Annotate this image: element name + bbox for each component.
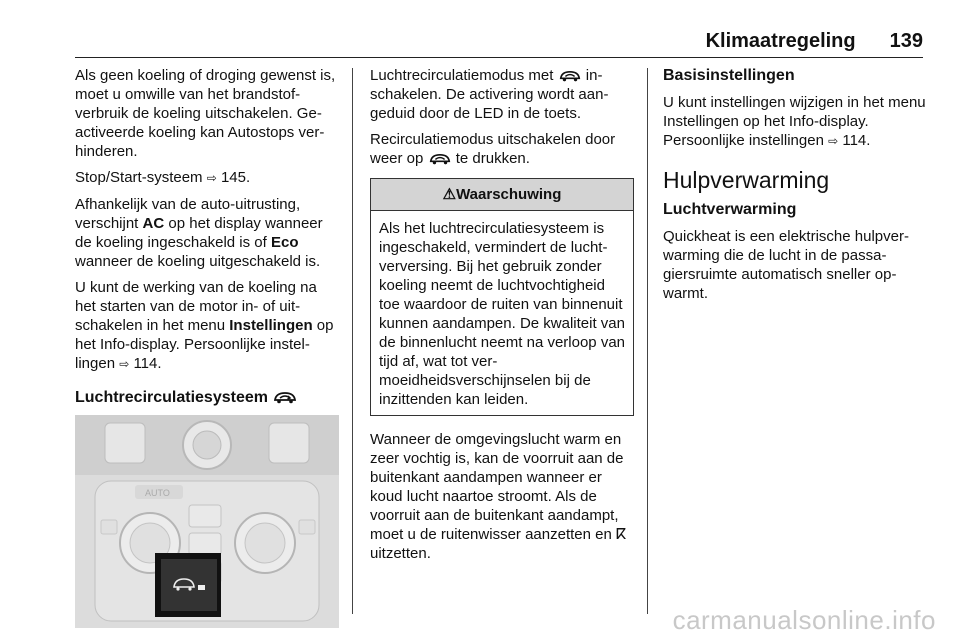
column-divider bbox=[647, 68, 648, 614]
column-right bbox=[663, 66, 927, 310]
section-heading: Luchtverwarming bbox=[663, 201, 797, 218]
paragraph: Stop/Start-systeem ⇨ 145. bbox=[75, 169, 251, 186]
air-recirculation-icon bbox=[272, 389, 298, 405]
paragraph: Quickheat is een elektrische hulpverwarming die de lucht in de passagiersruimte automatisch sneller opwarmt. bbox=[663, 228, 909, 302]
climate-control-panel-photo bbox=[75, 415, 339, 628]
auto-button-label: AUTO bbox=[145, 488, 170, 498]
warning-box bbox=[370, 178, 634, 416]
paragraph: U kunt instellingen wijzigen in het menu Instellingen op het Info-display. Persoonlijke instellingen ⇨ 114. bbox=[663, 94, 926, 149]
paragraph: U kunt de werking van de koeling na het starten van de motor in- of uitschakelen in het menu Instellingen op het Info-display. Persoonlijke instellingen ⇨ 114. bbox=[75, 279, 334, 372]
chapter-heading: Hulpverwarming bbox=[663, 167, 830, 193]
warning-header: ⚠Waarschuwing bbox=[371, 179, 633, 211]
reference-arrow-icon: ⇨ bbox=[828, 134, 839, 148]
wiper-icon: ⴽ bbox=[615, 526, 627, 543]
air-recirculation-icon bbox=[428, 151, 452, 166]
section-heading: Basisinstellingen bbox=[663, 67, 795, 84]
column-middle bbox=[370, 66, 634, 570]
page-header bbox=[75, 27, 923, 58]
section-heading: Luchtrecirculatiesysteem bbox=[75, 388, 341, 407]
reference-arrow-icon: ⇨ bbox=[119, 357, 130, 371]
air-recirculation-icon bbox=[558, 68, 582, 83]
page-reference[interactable]: 145. bbox=[220, 169, 251, 186]
paragraph: Luchtrecirculatiemodus met inschakelen. De activering wordt aangeduid door de LED in de toets. bbox=[370, 67, 609, 122]
page-number: 139 bbox=[889, 30, 923, 52]
paragraph: Recirculatiemodus uitschakelen door weer op te drukken. bbox=[370, 131, 616, 167]
reference-arrow-icon: ⇨ bbox=[206, 171, 217, 185]
page-reference[interactable]: 114. bbox=[842, 132, 871, 149]
paragraph: Afhankelijk van de auto-uitrusting, verschijnt AC op het display wanneer de koeling ingeschakeld is of Eco wanneer de koeling uitgeschakeld is. bbox=[75, 196, 323, 270]
paragraph: Wanneer de omgevingslucht warm en zeer vochtig is, kan de voorruit aan de buitenkant aandampen wanneer er koud lucht naartoe stroomt. Als de voorruit aan de buitenkant aandampt, moet u de ruitenwisser aanzetten en ⴽ uitzetten. bbox=[370, 431, 627, 562]
column-left bbox=[75, 66, 341, 628]
page-title: Klimaatregeling bbox=[705, 30, 856, 52]
warning-icon: ⚠ bbox=[442, 186, 457, 203]
paragraph: Als geen koeling of droging gewenst is, moet u omwille van het brandstofverbruik de koeling uitschakelen. Geactiveerde koeling kan Autostops verhinderen. bbox=[75, 67, 336, 160]
column-divider bbox=[352, 68, 353, 614]
warning-body: Als het luchtrecirculatiesysteem is ingeschakeld, vermindert de luchtverversing. Bij het gebruik zonder koeling neemt de luchtvochtigheid toe waardoor de ruiten van binnenuit kunnen aandampen. De kwaliteit van de binnenlucht neemt na verloop van tijd af, wat tot vermoeidheidsverschijnselen bij de inzittenden kan leiden. bbox=[379, 220, 626, 408]
page-reference[interactable]: 114. bbox=[133, 355, 162, 372]
watermark: carmanualsonline.info bbox=[672, 605, 936, 635]
